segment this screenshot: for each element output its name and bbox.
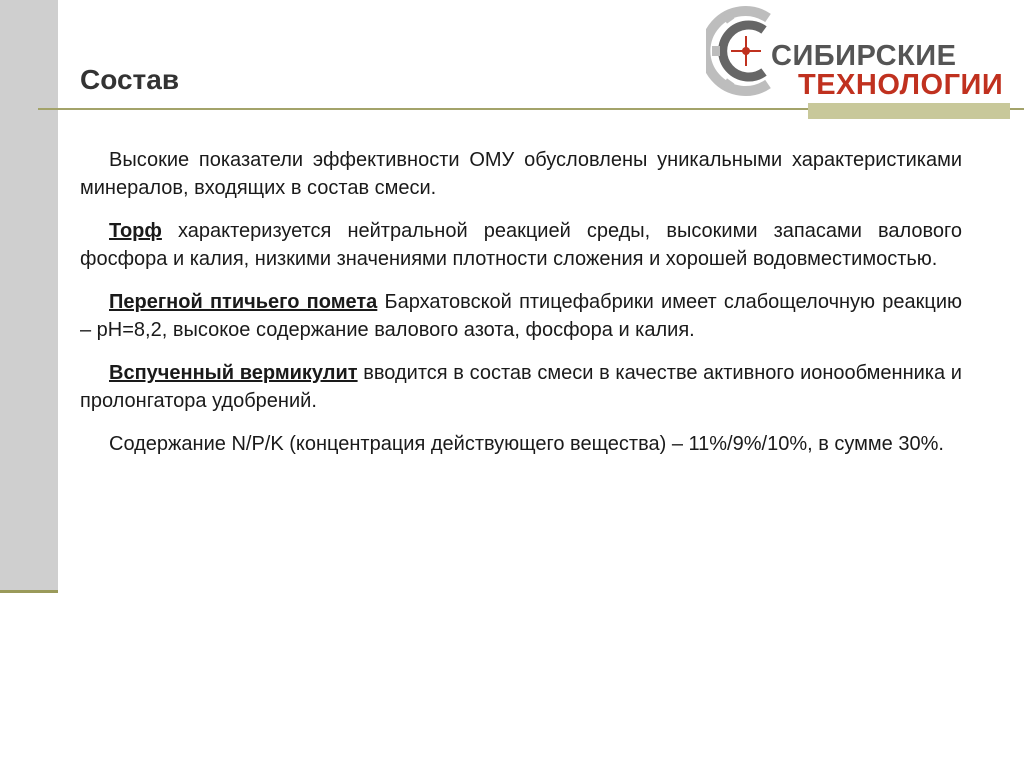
logo-text-technologies: ТЕХНОЛОГИИ — [798, 69, 1004, 101]
term-vermiculite: Вспученный вермикулит — [109, 362, 358, 384]
logo-underline-block — [808, 103, 1010, 119]
logo-text-siberian: СИБИРСКИЕ — [771, 40, 957, 72]
company-logo — [706, 0, 1016, 102]
paragraph-npk — [80, 430, 962, 458]
paragraph-peat — [80, 217, 962, 273]
left-side-bar — [0, 0, 58, 591]
term-peat: Торф — [109, 220, 162, 242]
paragraph-manure — [80, 288, 962, 344]
paragraph-text: Содержание N/P/K (концентрация действующего вещества) – 11%/9%/10%, в сумме 30%. — [109, 433, 944, 455]
paragraph-vermiculite — [80, 359, 962, 415]
left-side-bar-underline — [0, 590, 58, 593]
paragraph-intro — [80, 146, 962, 202]
slide-title: Состав — [80, 64, 180, 95]
slide-body — [80, 146, 962, 473]
paragraph-text: характеризуется нейтральной реакцией среды, высокими запасами валового фосфора и калия, низкими значениями плотности сложения и хорошей водовместимостью. — [80, 220, 962, 270]
paragraph-text: Бархатовской птицефабрики имеет слабощелочную реакцию – pH=8,2, высокое содержание валового азота, фосфора и калия. — [80, 291, 962, 341]
term-bird-manure: Перегной птичьего помета — [109, 291, 378, 313]
paragraph-text: вводится в состав смеси в качестве активного ионообменника и пролонгатора удобрений. — [80, 362, 962, 412]
paragraph-text: Высокие показатели эффективности ОМУ обусловлены уникальными характеристиками минералов, входящих в состав смеси. — [80, 149, 962, 199]
